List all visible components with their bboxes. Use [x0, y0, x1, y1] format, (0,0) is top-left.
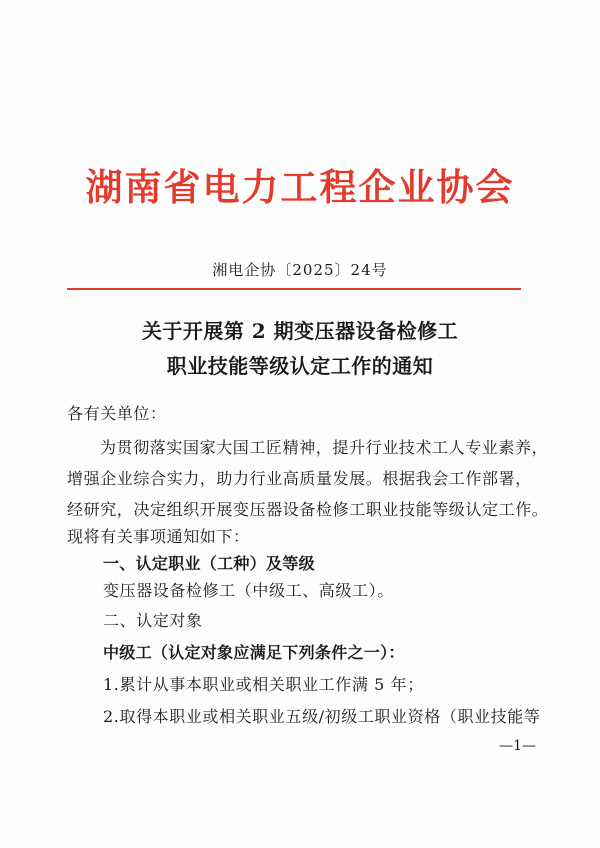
intro-paragraph-line: 现将有关事项通知如下：: [67, 527, 250, 546]
sub-heading-intermediate: 中级工（认定对象应满足下列条件之一）：: [103, 643, 405, 662]
salutation: 各有关单位：: [67, 404, 167, 423]
section-content-1: 变压器设备检修工（中级工、高级工）。: [103, 581, 394, 600]
document-title-line-2: 职业技能等级认定工作的通知: [166, 354, 434, 378]
header-divider: [67, 288, 521, 290]
condition-item: 2.取得本职业或相关职业五级/初级工职业资格（职业技能等: [103, 707, 541, 726]
page-number: —1—: [499, 738, 536, 754]
section-heading-2: 二、认定对象: [103, 611, 203, 630]
intro-paragraph-line: 经研究，决定组织开展变压器设备检修工职业技能等级认定工作。: [67, 500, 549, 519]
document-title-line-1: 关于开展第 2 期变压器设备检修工: [141, 319, 459, 343]
section-heading-1: 一、认定职业（工种）及等级: [103, 554, 315, 573]
intro-paragraph-line: 增强企业综合实力，助力行业高质量发展。根据我会工作部署，: [67, 469, 532, 488]
organization-header: 湖南省电力工程企业协会: [85, 165, 515, 209]
condition-item: 1.累计从事本职业或相关职业工作满 5 年；: [103, 675, 424, 694]
document-number: 湘电企协〔2025〕24号: [212, 261, 388, 279]
intro-paragraph-line: 为贯彻落实国家大国工匠精神，提升行业技术工人专业素养，: [100, 438, 549, 457]
